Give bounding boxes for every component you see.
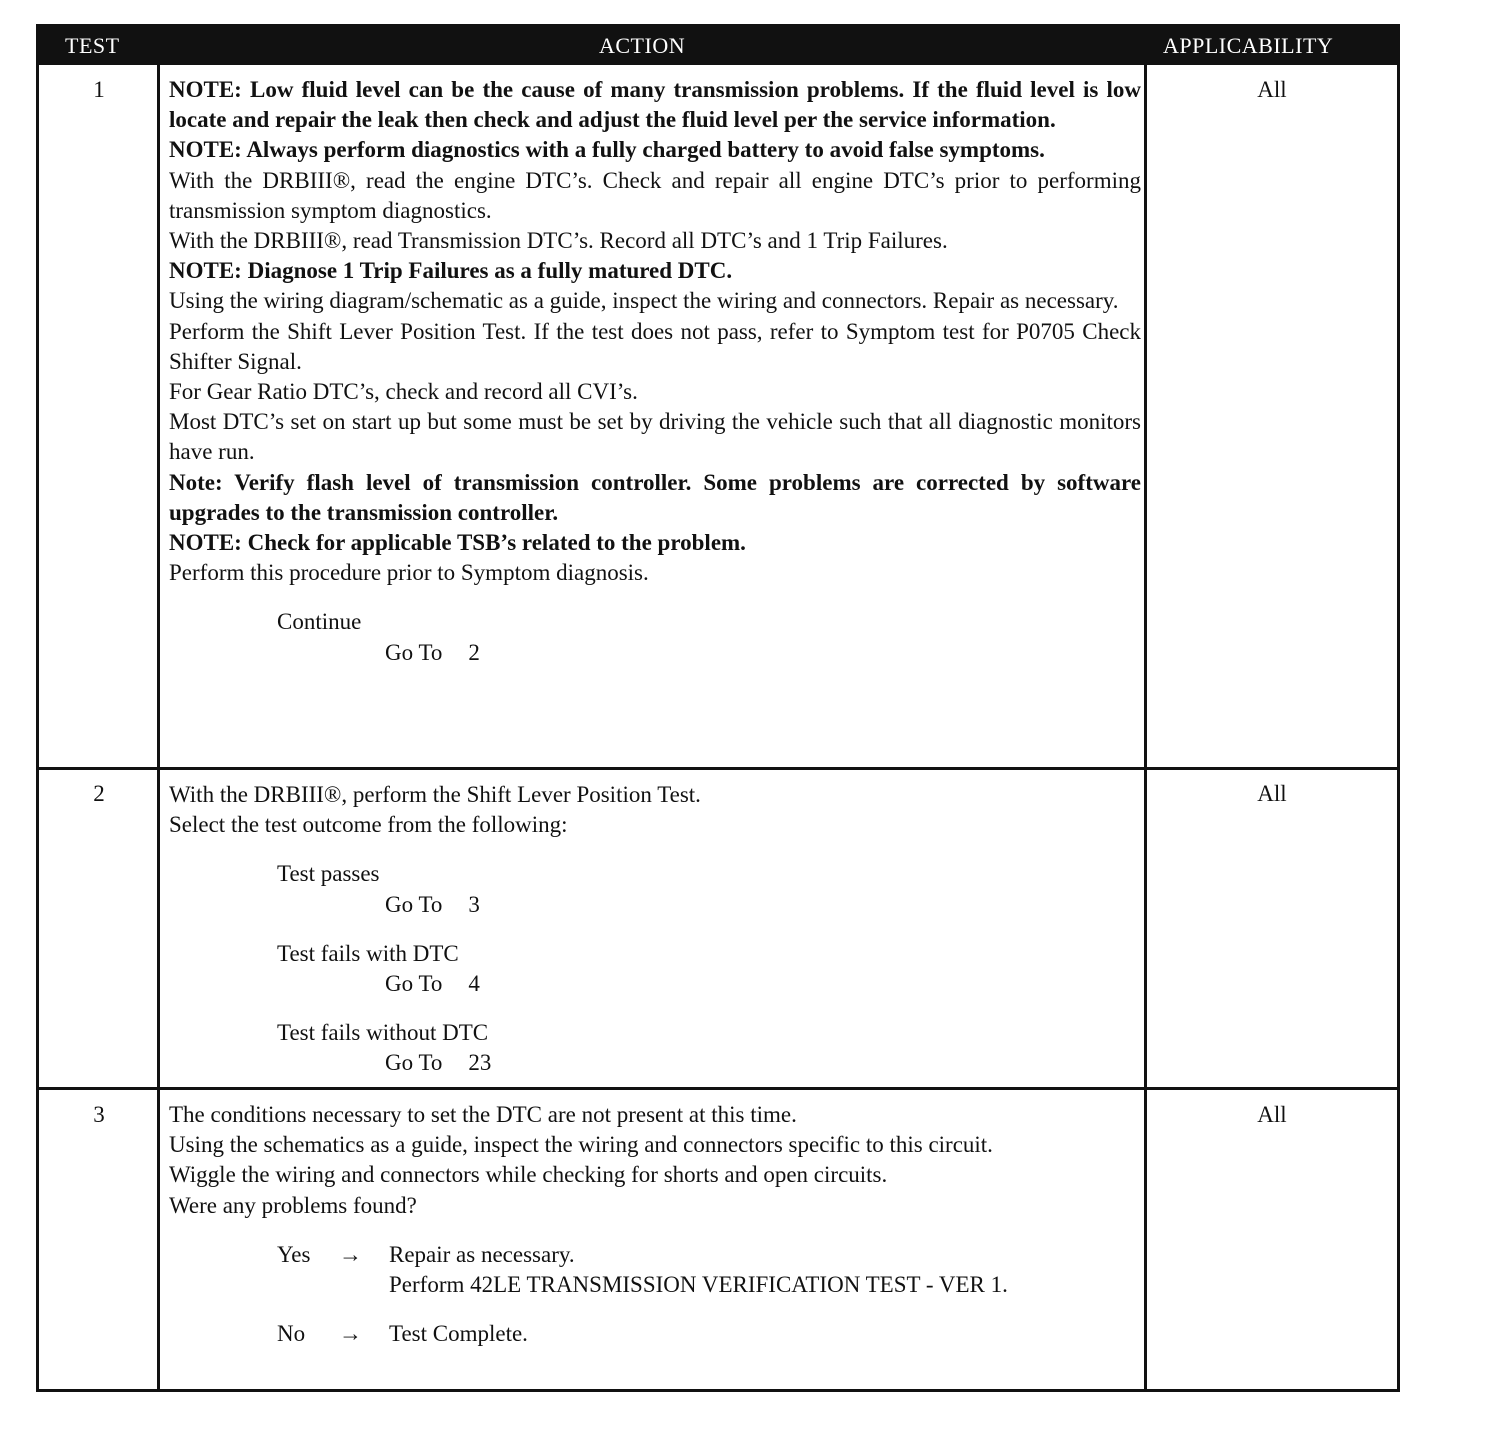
test-number-1: 1 (93, 77, 105, 102)
goto-link[interactable] (169, 969, 1141, 999)
yes-result: Repair as necessary. (389, 1241, 575, 1267)
action-cell-1 (169, 75, 1141, 668)
option-label: Continue (277, 609, 362, 635)
action-line: For Gear Ratio DTC’s, check and record all CVI’s. (169, 379, 638, 405)
option-yes (169, 1240, 1141, 1270)
action-line: The conditions necessary to set the DTC are not present at this time. (169, 1102, 797, 1127)
action-line: Select the test outcome from the following: (169, 812, 568, 838)
yes-label: Yes (277, 1241, 311, 1267)
action-line: Most DTC’s set on start up but some must be set by driving the vehicle such that all diagnostic monitors have run. (169, 409, 1141, 465)
diagnostic-table (36, 24, 1400, 1392)
verification-test-link[interactable]: Perform 42LE TRANSMISSION VERIFICATION TEST - VER 1. (389, 1271, 1008, 1297)
test-number-2: 2 (93, 781, 105, 806)
note-line: NOTE: Diagnose 1 Trip Failures as a fully matured DTC. (169, 258, 733, 284)
action-cell-3 (169, 1100, 1141, 1349)
header-test: TEST (65, 33, 120, 58)
row-divider-2 (39, 1087, 1397, 1090)
option-test-passes (169, 859, 1141, 919)
applicability-3: All (1257, 1102, 1287, 1127)
column-divider-applicability (1144, 65, 1147, 1389)
option-test-fails-without-dtc (169, 1018, 1141, 1078)
goto-text: Go To (385, 891, 443, 917)
action-line: Perform the Shift Lever Position Test. If the test does not pass, refer to Symptom test for P0705 Check Shifter Signal. (169, 318, 1141, 374)
action-line: Were any problems found? (169, 1192, 417, 1218)
action-line: With the DRBIII®, read the engine DTC’s. Check and repair all engine DTC’s prior to performing transmission symptom diagnostics. (169, 167, 1141, 223)
option-no (169, 1319, 1141, 1349)
row-divider-1 (39, 767, 1397, 770)
option-label: Test fails without DTC (277, 1020, 489, 1046)
goto-link[interactable] (169, 890, 1141, 920)
goto-link[interactable] (169, 1048, 1141, 1078)
action-line: With the DRBIII®, read Transmission DTC’s. Record all DTC’s and 1 Trip Failures. (169, 228, 948, 254)
goto-target: 23 (468, 1050, 492, 1076)
action-cell-2 (169, 780, 1141, 1079)
arrow-right-icon: → (339, 1241, 362, 1267)
table-header (39, 27, 1397, 65)
goto-target: 2 (468, 639, 480, 665)
test-number-3: 3 (93, 1102, 105, 1127)
goto-text: Go To (385, 971, 443, 997)
header-action: ACTION (599, 33, 686, 58)
note-line: Note: Verify flash level of transmission controller. Some problems are corrected by software upgrades to the transmission controller. (169, 469, 1141, 525)
note-line: NOTE: Check for applicable TSB’s related to the problem. (169, 530, 746, 556)
goto-target: 4 (468, 971, 480, 997)
goto-link[interactable] (169, 638, 1141, 668)
action-line: Using the wiring diagram/schematic as a guide, inspect the wiring and connectors. Repair as necessary. (169, 288, 1119, 314)
action-line: Wiggle the wiring and connectors while checking for shorts and open circuits. (169, 1162, 888, 1188)
applicability-1: All (1257, 77, 1287, 102)
goto-text: Go To (385, 1050, 443, 1076)
action-line: Using the schematics as a guide, inspect the wiring and connectors specific to this circuit. (169, 1132, 993, 1158)
applicability-2: All (1257, 781, 1287, 806)
header-applicability: APPLICABILITY (1163, 33, 1334, 58)
no-label: No (277, 1320, 306, 1346)
note-line: NOTE: Always perform diagnostics with a fully charged battery to avoid false symptoms. (169, 137, 1045, 163)
note-line: NOTE: Low fluid level can be the cause of many transmission problems. If the fluid level is low locate and repair the leak then check and adjust the fluid level per the service information. (169, 77, 1141, 133)
arrow-right-icon: → (339, 1320, 362, 1346)
column-divider-test (157, 65, 160, 1389)
goto-target: 3 (468, 891, 480, 917)
option-label: Test fails with DTC (277, 940, 459, 966)
no-result: Test Complete. (389, 1320, 528, 1346)
option-yes-continued (169, 1270, 1141, 1300)
option-continue (169, 607, 1141, 667)
option-test-fails-with-dtc (169, 939, 1141, 999)
goto-text: Go To (385, 639, 443, 665)
action-line: With the DRBIII®, perform the Shift Lever Position Test. (169, 782, 701, 807)
action-line: Perform this procedure prior to Symptom diagnosis. (169, 560, 649, 586)
option-label: Test passes (277, 861, 380, 887)
